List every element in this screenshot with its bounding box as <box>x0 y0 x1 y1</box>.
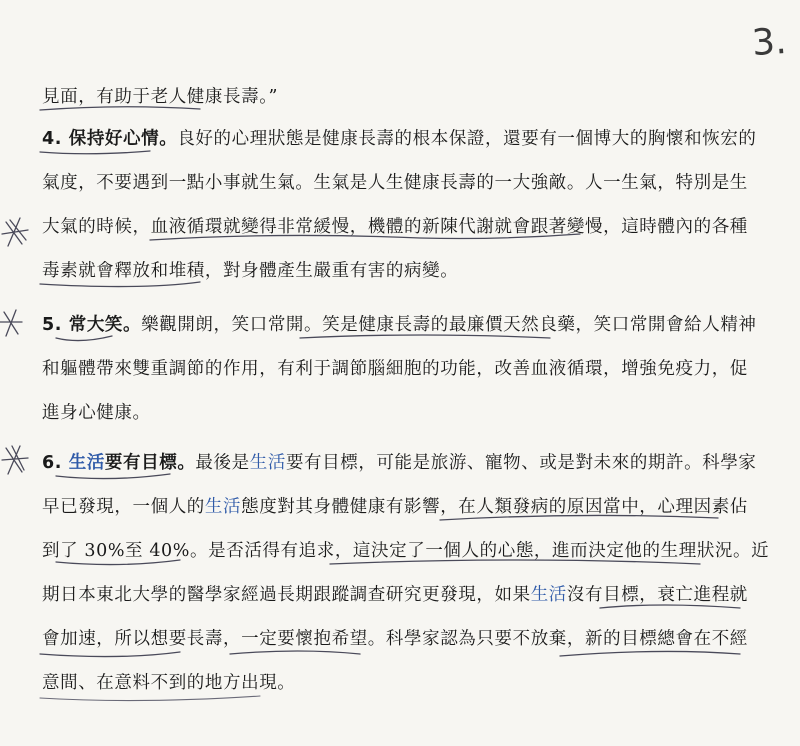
heading-have-goals: 要有目標。 <box>104 453 196 473</box>
underline-mark <box>40 282 200 287</box>
text-span: 最後是 <box>195 453 250 473</box>
text-line-9 <box>42 452 757 474</box>
text-line-14: 意間、在意料不到的地方出現。 <box>42 673 296 693</box>
link-life[interactable]: 生活 <box>530 585 567 605</box>
text-line-6 <box>42 314 757 336</box>
text-span: 樂觀開朗，笑口常開。笑是健康長壽的最廉價天然良藥，笑口常開會給人精神 <box>141 315 757 335</box>
text-line-1: 見面，有助于老人健康長壽。” <box>42 87 279 107</box>
underline-mark <box>40 652 180 657</box>
underline-mark <box>40 696 260 701</box>
text-line-4: 大氣的時候，血液循環就變得非常緩慢，機體的新陳代謝就會跟著變慢，這時體內的各種 <box>42 217 748 237</box>
heading-keep-good-mood: 4. 保持好心情。 <box>42 129 178 149</box>
margin-star-icon <box>2 446 28 474</box>
text-span: 態度對其身體健康有影響，在人類發病的原因當中，心理因素佔 <box>241 497 748 517</box>
underline-mark <box>560 651 740 656</box>
text-line-13: 會加速，所以想要長壽，一定要懷抱希望。科學家認為只要不放棄，新的目標總會在不經 <box>42 629 748 649</box>
text-line-5: 毒素就會釋放和堆積，對身體產生嚴重有害的病變。 <box>42 261 459 281</box>
text-line-7: 和軀體帶來雙重調節的作用，有利于調節腦細胞的功能，改善血液循環，增強免疫力，促 <box>42 359 748 379</box>
text-line-11: 到了 30%至 40%。是否活得有追求，這決定了一個人的心態，進而決定他的生理狀況。近 <box>42 541 770 561</box>
link-life[interactable]: 生活 <box>204 497 242 517</box>
text-line-3: 氣度，不要遇到一點小事就生氣。生氣是人生健康長壽的一大強敵。人一生氣，特別是生 <box>42 173 748 193</box>
text-span: 期日本東北大學的醫學家經過長期跟蹤調查研究更發現，如果 <box>42 585 531 605</box>
underline-mark <box>56 336 112 341</box>
text-span: 良好的心理狀態是健康長壽的根本保證，還要有一個博大的胸懷和恢宏的 <box>177 129 757 149</box>
text-span: 沒有目標，衰亡進程就 <box>566 585 748 605</box>
text-line-2 <box>42 128 757 150</box>
margin-star-icon <box>0 310 22 336</box>
underline-mark <box>230 651 360 654</box>
heading-laugh-often: 5. 常大笑。 <box>42 315 142 335</box>
heading-number: 6. <box>42 453 69 473</box>
link-life[interactable]: 生活 <box>68 453 105 473</box>
text-span: 早已發現，一個人的 <box>42 497 205 517</box>
text-line-12 <box>42 584 748 606</box>
margin-star-icon <box>2 218 28 246</box>
text-span: 要有目標，可能是旅游、寵物、或是對未來的期許。科學家 <box>285 453 757 473</box>
underline-mark <box>40 151 150 154</box>
handwritten-page-number: 3. <box>750 20 788 65</box>
text-line-10 <box>42 496 748 518</box>
link-life[interactable]: 生活 <box>249 453 286 473</box>
underline-mark <box>56 474 170 479</box>
text-line-8: 進身心健康。 <box>42 403 151 423</box>
